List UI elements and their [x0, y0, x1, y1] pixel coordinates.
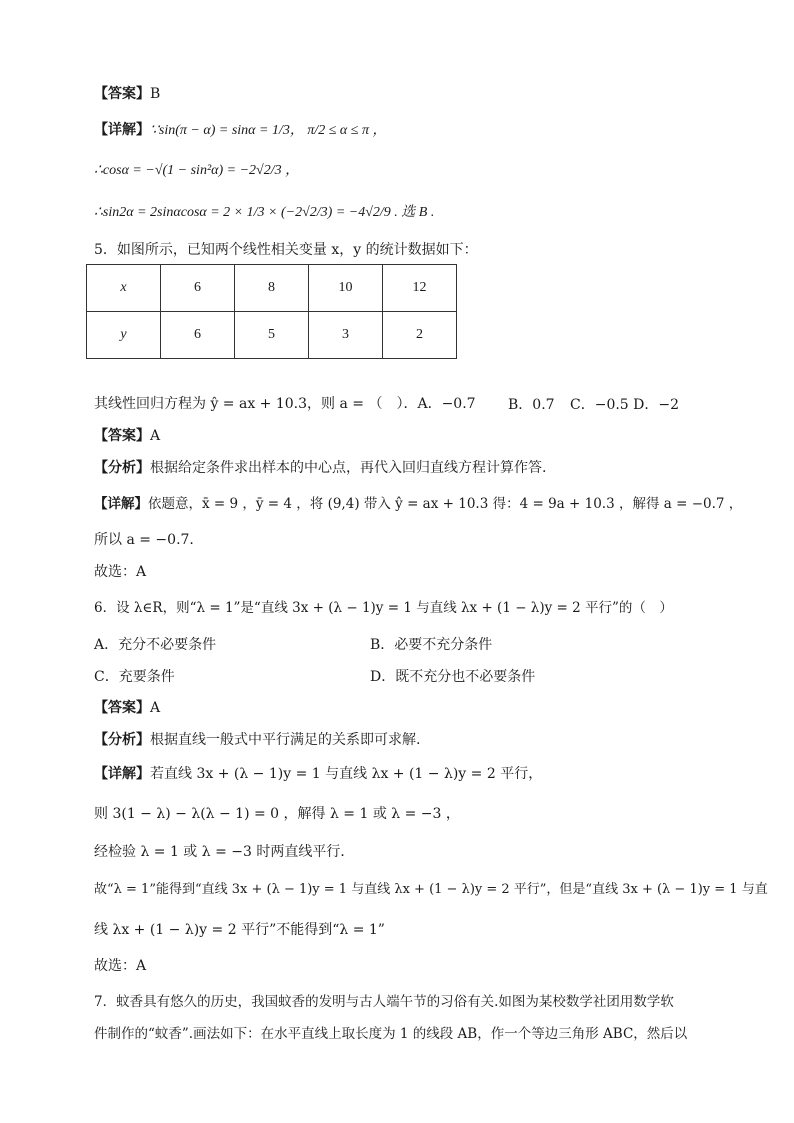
q6-detail-line-1 [94, 764, 542, 784]
q5-detail-text-1: 依题意，x̄ = 9 ，ȳ = 4 ，将 (9,4) 带入 ŷ = ax + 10.3 得：4 = 9a + 10.3 ，解得 a = −0.7 ， [148, 496, 743, 512]
q6-stem: 6．设 λ∈R，则“λ = 1”是“直线 3x + (λ − 1)y = 1 与直线 λx + (1 − λ)y = 2 平行”的（ ） [94, 600, 673, 616]
q4-detail-line-1 [94, 120, 386, 141]
q5-question-text: 其线性回归方程为 ŷ = ax + 10.3，则 a = （ ）．A．−0.7 [94, 396, 476, 412]
q4-detail-text-1: ∵sin(π − α) = sinα = 1/3， π/2 ≤ α ≤ π ， [150, 123, 387, 138]
q6-detail-line-3: 经检验 λ = 1 或 λ = −3 时两直线平行． [94, 844, 355, 860]
q6-option-b: B．必要不充分条件 [370, 637, 493, 653]
detail-tag: 【详解】 [94, 496, 148, 512]
table-cell: y [87, 312, 161, 359]
q5-option-c: C．−0.5 D．−2 [570, 397, 680, 413]
q4-detail-line-3 [94, 202, 434, 223]
answer-tag: 【答案】 [94, 428, 150, 444]
q5-detail-line-1 [94, 494, 742, 514]
table-cell: 10 [309, 265, 383, 312]
q6-detail-line-4: 故“λ = 1”能得到“直线 3x + (λ − 1)y = 1 与直线 λx + (1 − λ)y = 2 平行”，但是“直线 3x + (λ − 1)y = 1 与直 [94, 882, 768, 897]
q4-detail-text-3: ∴sin2α = 2sinαcosα = 2 × 1/3 × (−2√2/3) = −4√2/9 . 选 B . [94, 205, 435, 220]
q7-stem-line-2: 件制作的“蚊香”.画法如下：在水平直线上取长度为 1 的线段 AB，作一个等边三角形 ABC，然后以 [94, 1026, 688, 1042]
analysis-tag: 【分析】 [94, 460, 150, 476]
q4-answer-line [94, 84, 160, 104]
answer-value: A [150, 428, 161, 444]
table-row [87, 265, 457, 312]
q6-option-c: C．充要条件 [94, 669, 175, 685]
q5-analysis-text: 根据给定条件求出样本的中心点，再代入回归直线方程计算作答. [150, 460, 547, 476]
q6-option-d: D．既不充分也不必要条件 [370, 669, 536, 685]
detail-tag: 【详解】 [94, 122, 150, 138]
detail-tag: 【详解】 [94, 766, 150, 782]
table-cell: 6 [161, 265, 235, 312]
answer-tag: 【答案】 [94, 700, 150, 716]
q6-conclusion: 故选：A [94, 958, 147, 974]
answer-tag: 【答案】 [94, 86, 150, 102]
table-cell: 8 [235, 265, 309, 312]
q5-option-b: B．0.7 [508, 397, 555, 413]
q6-answer-line [94, 698, 160, 718]
table-cell: x [87, 265, 161, 312]
answer-value: A [150, 700, 161, 716]
table-row [87, 312, 457, 359]
q6-analysis-line [94, 730, 420, 750]
analysis-tag: 【分析】 [94, 732, 150, 748]
q4-detail-line-2 [94, 160, 299, 181]
q5-analysis-line [94, 458, 546, 478]
table-cell: 6 [161, 312, 235, 359]
q5-stem: 5．如图所示，已知两个线性相关变量 x，y 的统计数据如下： [94, 242, 478, 258]
q5-answer-line [94, 426, 160, 446]
q5-conclusion: 故选：A [94, 564, 147, 580]
q6-option-a: A．充分不必要条件 [94, 637, 217, 653]
table-cell: 12 [383, 265, 457, 312]
answer-value: B [150, 86, 161, 102]
q5-data-table [86, 264, 457, 359]
table-cell: 3 [309, 312, 383, 359]
table-cell: 2 [383, 312, 457, 359]
q6-detail-text-1: 若直线 3x + (λ − 1)y = 1 与直线 λx + (1 − λ)y = 2 平行， [150, 766, 543, 782]
q5-detail-line-2: 所以 a = −0.7. [94, 532, 194, 548]
q4-detail-text-2: ∴cosα = −√(1 − sin²α) = −2√2/3 ， [94, 163, 300, 178]
q5-question [94, 394, 476, 414]
q6-detail-line-5: 线 λx + (1 − λ)y = 2 平行”不能得到“λ = 1” [94, 922, 385, 938]
q6-analysis-text: 根据直线一般式中平行满足的关系即可求解. [150, 732, 421, 748]
table-cell: 5 [235, 312, 309, 359]
q6-detail-line-2: 则 3(1 − λ) − λ(λ − 1) = 0 ，解得 λ = 1 或 λ = −3 ， [94, 806, 460, 822]
q7-stem-line-1: 7．蚊香具有悠久的历史，我国蚊香的发明与古人端午节的习俗有关.如图为某校数学社团用数学软 [94, 994, 674, 1010]
